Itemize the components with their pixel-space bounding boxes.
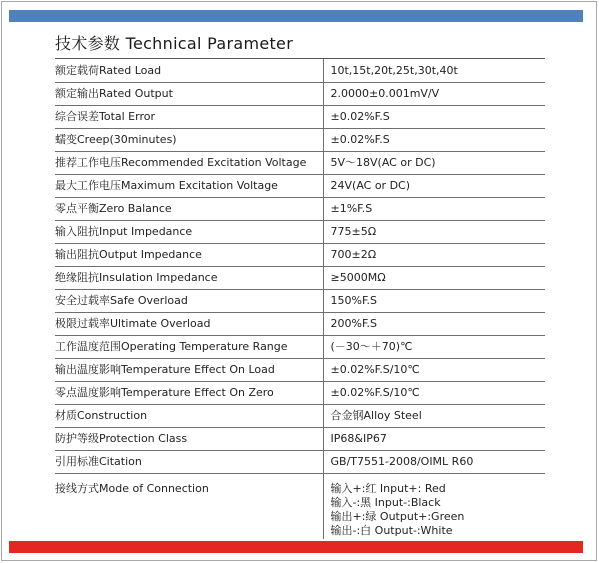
parameter-table <box>55 59 545 539</box>
table-row <box>55 312 545 335</box>
table-row <box>55 197 545 220</box>
connection-line-output-plus: 输出+:绿 Output+:Green <box>330 509 465 523</box>
table-row-connection <box>55 473 545 539</box>
table-row <box>55 358 545 381</box>
param-value: 200%F.S <box>323 312 545 335</box>
param-label: 额定载荷Rated Load <box>55 59 323 82</box>
connection-line-input-minus: 输入-:黑 Input-:Black <box>330 495 441 509</box>
param-label: 蠕变Creep(30minutes) <box>55 128 323 151</box>
top-accent-bar <box>9 10 583 22</box>
param-value: (－30～＋70)℃ <box>323 335 545 358</box>
param-value: 24V(AC or DC) <box>323 174 545 197</box>
param-value: ±0.02%F.S <box>323 128 545 151</box>
param-label: 额定输出Rated Output <box>55 82 323 105</box>
param-value: 2.0000±0.001mV/V <box>323 82 545 105</box>
param-label: 极限过载率Ultimate Overload <box>55 312 323 335</box>
table-row <box>55 335 545 358</box>
param-value: 700±2Ω <box>323 243 545 266</box>
param-value: IP68&IP67 <box>323 427 545 450</box>
table-row <box>55 105 545 128</box>
table-row <box>55 151 545 174</box>
table-row <box>55 381 545 404</box>
param-label: 引用标准Citation <box>55 450 323 473</box>
bottom-accent-bar <box>9 541 583 553</box>
param-label: 绝缘阻抗Insulation Impedance <box>55 266 323 289</box>
table-row <box>55 450 545 473</box>
table-row <box>55 128 545 151</box>
page-title: 技术参数 Technical Parameter <box>55 34 294 53</box>
param-value: GB/T7551-2008/OIML R60 <box>323 450 545 473</box>
param-label: 最大工作电压Maximum Excitation Voltage <box>55 174 323 197</box>
param-value: 合金钢Alloy Steel <box>323 404 545 427</box>
param-value: ±1%F.S <box>323 197 545 220</box>
connection-values <box>323 473 545 539</box>
table-row <box>55 243 545 266</box>
connection-line-input-plus: 输入+:红 Input+: Red <box>330 481 446 495</box>
param-label: 零点温度影响Temperature Effect On Zero <box>55 381 323 404</box>
param-label: 材质Construction <box>55 404 323 427</box>
param-label: 工作温度范围Operating Temperature Range <box>55 335 323 358</box>
param-label: 推荐工作电压Recommended Excitation Voltage <box>55 151 323 174</box>
param-label: 输出温度影响Temperature Effect On Load <box>55 358 323 381</box>
table-row <box>55 82 545 105</box>
param-label: 输出阻抗Output Impedance <box>55 243 323 266</box>
param-value: 150%F.S <box>323 289 545 312</box>
connection-label: 接线方式Mode of Connection <box>55 481 209 495</box>
table-row <box>55 289 545 312</box>
table-row <box>55 220 545 243</box>
param-label: 零点平衡Zero Balance <box>55 197 323 220</box>
param-label: 综合误差Total Error <box>55 105 323 128</box>
connection-line-output-minus: 输出-:白 Output-:White <box>330 523 453 537</box>
param-value: 10t,15t,20t,25t,30t,40t <box>323 59 545 82</box>
param-label: 防护等级Protection Class <box>55 427 323 450</box>
table-row <box>55 174 545 197</box>
table-row <box>55 404 545 427</box>
param-label: 安全过载率Safe Overload <box>55 289 323 312</box>
param-value: ≥5000MΩ <box>323 266 545 289</box>
param-value: ±0.02%F.S/10℃ <box>323 358 545 381</box>
table-row <box>55 59 545 82</box>
param-value: ±0.02%F.S/10℃ <box>323 381 545 404</box>
param-value: ±0.02%F.S <box>323 105 545 128</box>
param-label: 输入阻抗Input Impedance <box>55 220 323 243</box>
table-row <box>55 266 545 289</box>
table-row <box>55 427 545 450</box>
param-value: 5V～18V(AC or DC) <box>323 151 545 174</box>
param-value: 775±5Ω <box>323 220 545 243</box>
